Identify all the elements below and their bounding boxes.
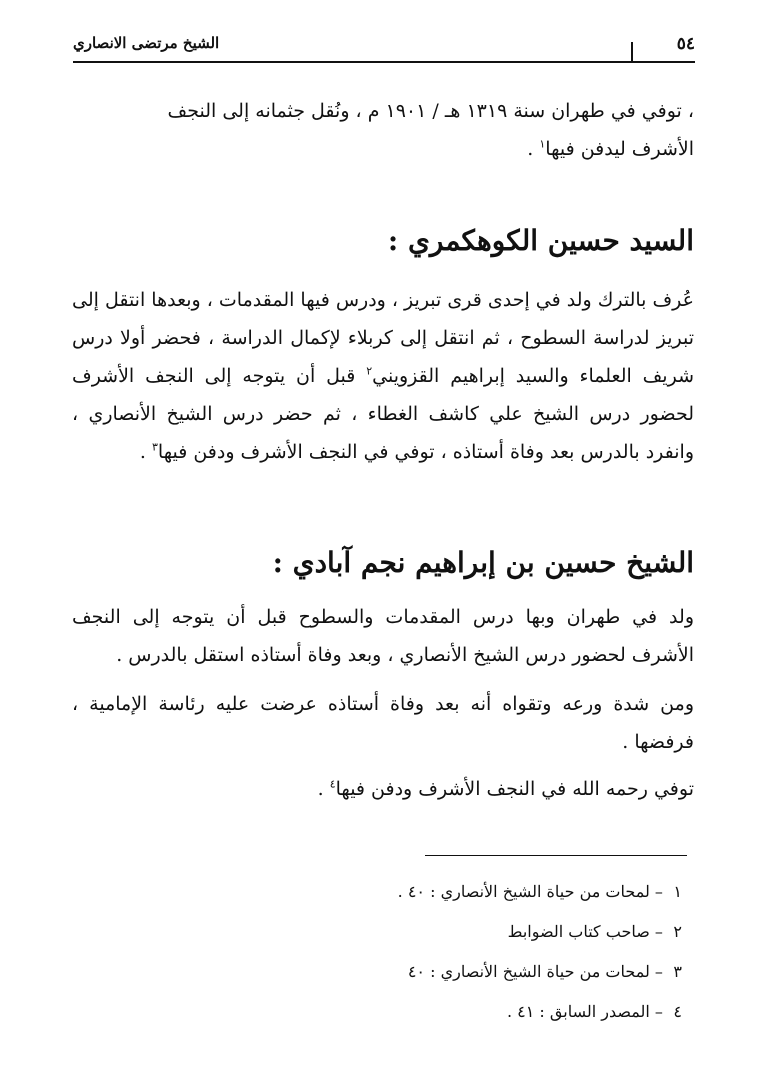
section-paragraph bbox=[72, 770, 694, 808]
footnote-separator bbox=[425, 855, 687, 856]
header-rule bbox=[73, 61, 695, 63]
section-text: . bbox=[317, 778, 330, 800]
footnote-text: – لمحات من حياة الشيخ الأنصاري : ٤٠ . bbox=[397, 882, 663, 901]
footnote-text: – صاحب كتاب الضوابط bbox=[507, 922, 663, 941]
section-text: توفي رحمه الله في النجف الأشرف ودفن فيها bbox=[335, 778, 694, 800]
section-text: ولد في طهران وبها درس المقدمات والسطوح قبل أن يتوجه إلى النجف الأشرف لحضور درس الشيخ الأنصاري ، وبعد وفاة أستاذه استقل بالدرس . bbox=[72, 606, 694, 666]
footnote-text: – لمحات من حياة الشيخ الأنصاري : ٤٠ bbox=[407, 962, 663, 981]
footnote-number: ٤ bbox=[673, 1002, 682, 1021]
intro-line-2-end: . bbox=[527, 138, 540, 160]
footnote-number: ٣ bbox=[673, 962, 682, 981]
footnote-text: – المصدر السابق : ٤١ . bbox=[506, 1002, 663, 1021]
page-number: ٥٤ bbox=[676, 34, 695, 54]
section-text: عُرف بالترك ولد في إحدى قرى تبريز ، ودرس فيها المقدمات ، وبعدها انتقل إلى تبريز لدراسة السطوح ، ثم انتقل إلى كربلاء لإكمال الدراسة ، فحضر أولا درس شريف العلماء والسيد إبراهيم القزويني bbox=[72, 289, 694, 387]
intro-line-1: ، توفي في طهران سنة ١٣١٩ هـ / ١٩٠١ م ، ونُقل جثمانه إلى النجف bbox=[167, 100, 694, 122]
intro-paragraph bbox=[72, 92, 694, 168]
footnote-item bbox=[282, 992, 682, 1032]
footnote-number: ١ bbox=[673, 882, 682, 901]
section-text: قبل أن يتوجه إلى النجف الأشرف لحضور درس الشيخ علي كاشف الغطاء ، ثم حضر درس الشيخ الأنصاري ، وانفرد بالدرس بعد وفاة أستاذه ، توفي في النجف الأشرف ودفن فيها bbox=[72, 365, 694, 463]
footnote-ref: ١ bbox=[539, 137, 546, 151]
section-paragraph bbox=[72, 685, 694, 761]
footnote-item bbox=[282, 872, 682, 912]
footnote-number: ٢ bbox=[673, 922, 682, 941]
running-title: الشيخ مرتضى الانصاري bbox=[73, 34, 220, 52]
footnote-ref: ٤ bbox=[329, 777, 336, 791]
section-text: ومن شدة ورعه وتقواه أنه بعد وفاة أستاذه عرضت عليه رئاسة الإمامية ، فرفضها . bbox=[72, 693, 694, 753]
header-tick-mark bbox=[631, 42, 633, 62]
section-heading: الشيخ حسين بن إبراهيم نجم آبادي : bbox=[272, 546, 694, 579]
footnote-item bbox=[282, 912, 682, 952]
footnote-ref: ٣ bbox=[152, 440, 158, 454]
section-heading: السيد حسين الكوهكمري : bbox=[387, 224, 694, 257]
footnotes-list bbox=[282, 872, 682, 1032]
section-paragraph bbox=[72, 281, 694, 471]
footnote-item bbox=[282, 952, 682, 992]
footnote-ref: ٢ bbox=[366, 364, 373, 378]
running-header bbox=[73, 34, 695, 62]
section-text: . bbox=[139, 441, 152, 463]
intro-line-2: الأشرف ليدفن فيها bbox=[545, 138, 694, 160]
section-paragraph bbox=[72, 598, 694, 674]
